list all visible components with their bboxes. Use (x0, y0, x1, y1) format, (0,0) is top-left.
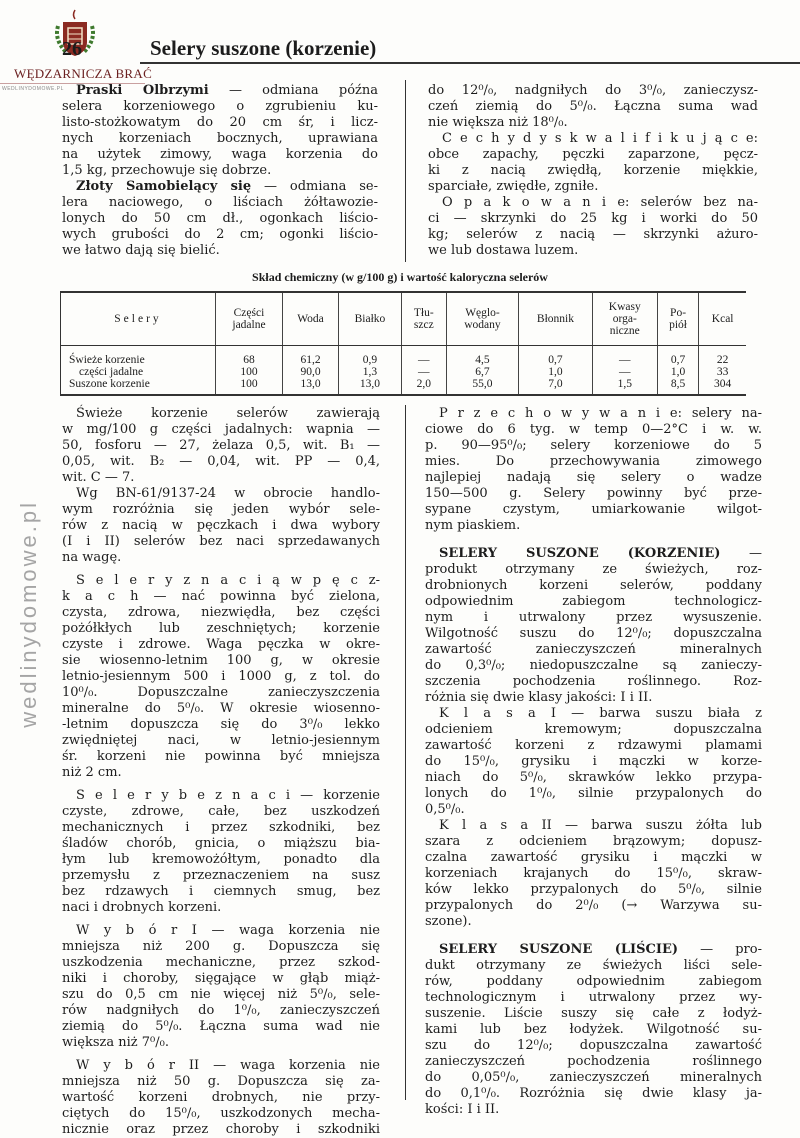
paragraph (428, 195, 758, 259)
text-line: śr. korzeni nie powinna być mniejsza (62, 749, 380, 764)
text-line: do 0,1⁰/₀. Rozróżnia się dwie klasy ja- (425, 1086, 762, 1101)
brand-name: WĘDZARNICZA BRAĆ (14, 66, 153, 81)
text-line: ciowe do 6 tyg. w temp 0—2°C i w. w. (425, 422, 762, 437)
paragraph-lead: SELERY SUSZONE (KORZENIE) (439, 546, 721, 561)
text-line: nych korzeniach bocznych, uprawiana (62, 131, 378, 146)
text-line: do 0,05⁰/₀, zanieczyszczeń mineralnych (425, 1070, 762, 1085)
text-line: C e c h y d y s k w a l i f i k u j ą c e: (442, 131, 758, 146)
table-row (61, 346, 747, 367)
text-line: ki z nacią zwiędłą, korzenie miękkie, (428, 163, 758, 178)
text-line: obce zapachy, pęczki zaparzone, pęcz- (428, 147, 758, 162)
paragraph (425, 818, 762, 930)
text-line: szczenia pochodzenia roślinnego. Roz- (425, 674, 762, 689)
text-line: różnia się dwie klasy jakości: I i II. (425, 690, 653, 705)
text-line: odcieniem kremowym; dopuszczalna (425, 722, 762, 737)
text-line: sie wiosenno-letnim 100 g, w okresie (62, 653, 380, 668)
text-line: kg; selerów z nacią — skrzynki ażuro- (428, 227, 758, 242)
text-line: kości: I i II. (425, 1102, 500, 1117)
text-line: 10⁰/₀. Dopuszczalne zanieczyszczenia (62, 685, 380, 700)
text-line: ciętych do 15⁰/₀, uszkodzonych mecha- (62, 1106, 380, 1121)
text-line: 50, fosforu — 27, żelaza 0,5, wit. B₁ — (62, 438, 380, 453)
text-line: lonych do 50 cm dł., ogonkach liścio- (62, 211, 378, 226)
paragraph (425, 706, 762, 818)
text-line: mniejsza niż 50 g. Dopuszcza się za- (62, 1074, 380, 1089)
line-text: — odmiana późna (208, 83, 378, 98)
text-line: K l a s a I — barwa suszu biała z (439, 706, 762, 721)
text-line: selera korzeniowego o zgrubieniu ku- (62, 99, 378, 114)
table-cell: 7,0 (519, 378, 593, 395)
text-line: k a c h — nać powinna być zielona, (62, 589, 380, 604)
table-cell: 6,7 (446, 366, 518, 378)
text-line: drobnionych korzeni selerów, poddany (425, 578, 762, 593)
text-line: łym lub kremowożółtym, ponadto dla (62, 852, 380, 867)
paragraph (428, 131, 758, 195)
text-line: we łatwo dają się bielić. (62, 243, 220, 258)
text-line: ków lekko przypalonych do 5⁰/₀, silnie (425, 882, 762, 897)
text-line: K l a s a II — barwa suszu żółta lub (439, 818, 762, 833)
text-line: na użytek zimowy, waga korzenia do (62, 147, 378, 162)
text-line: sypane czystym, umiarkowanie wilgot- (425, 502, 762, 517)
table-cell: 0,7 (657, 346, 699, 367)
column-divider-bottom (405, 405, 406, 1100)
text-line: Wg BN-61/9137-24 w obrocie handlo- (76, 486, 380, 501)
paragraph (62, 83, 378, 179)
text-line: szu do 0,5 cm nie więcej niż 5⁰/₀, sele- (62, 987, 380, 1002)
text-line: wym rozróżnia się jeden wybór sele- (62, 502, 380, 517)
table-cell: 1,0 (519, 366, 593, 378)
text-line: w mg/100 g części jadalnych: wapnia — (62, 422, 380, 437)
text-line: zawartość zanieczyszczeń mineralnych (425, 642, 762, 657)
table-header-cell: Białko (339, 292, 402, 346)
text-line: odpowiednim zabiegom technologicz- (425, 594, 762, 609)
paragraph-lead: Złoty Samobielący się (76, 179, 252, 194)
text-line: rów nadgniłych do 1⁰/₀, zanieczyszczeń (62, 1003, 380, 1018)
text-line: technologicznym i utrwalony przez wy- (425, 990, 762, 1005)
text-line: zanieczyszczeń pochodzenia roślinnego (425, 1054, 762, 1069)
table-cell: 4,5 (446, 346, 518, 367)
bottom-right-column (425, 406, 762, 1118)
text-line: pożółkłych lub zeschniętych; korzenie (62, 621, 380, 636)
table-header-cell: Kwasy orga- niczne (592, 292, 657, 346)
table-header-cell: Części jadalne (215, 292, 282, 346)
paragraph (62, 179, 378, 259)
paragraph-lead: Praski Olbrzymi (76, 83, 209, 98)
text-line: szu do 12⁰/₀; dopuszczalna zawartość (425, 1038, 762, 1053)
text-line: ci — skrzynki do 25 kg i worki do 50 (428, 211, 758, 226)
table-cell: 1,0 (657, 366, 699, 378)
table-cell: 13,0 (283, 378, 339, 395)
text-line: nicznie oraz przez choroby i szkodniki (62, 1122, 380, 1137)
text-line: 0,5⁰/₀. (425, 802, 465, 817)
text-line: wit. C — 7. (62, 470, 135, 485)
page-number: 26 (62, 38, 82, 60)
chemical-composition-table (60, 291, 746, 396)
table-header-cell: Kcal (699, 292, 746, 346)
text-line (62, 179, 378, 195)
text-line: szara z odcieniem brązowym; dopusz- (425, 834, 762, 849)
text-line: niach do 5⁰/₀, skrawków lekko przypa- (425, 770, 762, 785)
text-line: naci i drobnych korzeni. (62, 900, 222, 915)
page-title: Selery suszone (korzenie) (150, 36, 377, 60)
text-line: listo-stożkowatym do 20 cm śr, i licz- (62, 115, 378, 130)
text-line: p. 90—95⁰/₀; selery korzeniowe do 5 (425, 438, 762, 453)
text-line: korzeniach krajanych do 15⁰/₀, skraw- (425, 866, 762, 881)
line-text: — (720, 546, 762, 561)
table-header-cell: Tłu- szcz (401, 292, 446, 346)
text-line: produkt otrzymany ze świeżych, roz- (425, 562, 762, 577)
table-cell: 55,0 (446, 378, 518, 395)
text-line: wartość korzeni drobnych, nie przy- (62, 1090, 380, 1105)
text-line: letnio-jesiennym 500 i 1000 g, z tol. do (62, 669, 380, 684)
text-line: 1,5 kg, przechowuje się dobrze. (62, 163, 272, 178)
table-row (61, 378, 747, 395)
table-cell: 304 (699, 378, 746, 395)
text-line: bez rdzawych i ciemnych smug, bez (62, 884, 380, 899)
text-line: czeń ziemią do 5⁰/₀. Łączna suma wad (428, 99, 758, 114)
table-cell: — (401, 366, 446, 378)
text-line: większa niż 7⁰/₀. (62, 1035, 169, 1050)
table-header-cell: Po- piół (657, 292, 699, 346)
text-line: do 0,3⁰/₀; niedopuszczalne są zanieczy- (425, 658, 762, 673)
text-line: do 12⁰/₀, nadgniłych do 3⁰/₀, zanieczysz- (428, 83, 758, 98)
text-line: S e l e r y b e z n a c i — korzenie (76, 788, 380, 803)
text-line: przypalonych do 2⁰/₀ (→ Warzywa su- (425, 898, 762, 913)
text-line: ziemią do 5⁰/₀. Łączna suma wad nie (62, 1019, 380, 1034)
table-cell: 2,0 (401, 378, 446, 395)
table-header-row (61, 292, 747, 346)
text-line: mineralne do 5⁰/₀. W okresie wiosenno- (62, 701, 380, 716)
table-cell: 100 (215, 378, 282, 395)
table-cell: 0,7 (519, 346, 593, 367)
paragraph (62, 486, 380, 566)
text-line: czyste i zdrowe. Waga pęczka w okre- (62, 637, 380, 652)
text-line: szone). (425, 914, 472, 929)
text-line: zawartość korzeni z rdzawymi plamami (425, 738, 762, 753)
paragraph (62, 923, 380, 1051)
table-header-cell: Woda (283, 292, 339, 346)
table-cell: części jadalne (61, 366, 216, 378)
table-cell: 13,0 (339, 378, 402, 395)
text-line: niki i choroby, sięgające w głąb miąż- (62, 971, 380, 986)
text-line: rów z nacią w pęczkach i dwa wybory (62, 518, 380, 533)
table-row (61, 366, 747, 378)
text-line: nie większa niż 18⁰/₀. (428, 115, 568, 130)
text-line: niż 2 cm. (62, 765, 122, 780)
brand-site: WEDLINYDOMOWE.PL (2, 86, 64, 92)
table-cell: 68 (215, 346, 282, 367)
text-line: Świeże korzenie selerów zawierają (76, 406, 380, 421)
paragraph (62, 406, 380, 486)
text-line: zwiędniętej naci, w letnio-jesiennym (62, 733, 380, 748)
text-line: we lub dostawa luzem. (428, 243, 579, 258)
text-line: W y b ó r II — waga korzenia nie (76, 1058, 380, 1073)
top-left-column (62, 83, 378, 259)
table-cell: — (592, 346, 657, 367)
text-line: mechanicznych i przez szkodniki, bez (62, 820, 380, 835)
text-line: śladów chorób, gnicia, o miąższu bia- (62, 836, 380, 851)
table-cell: 33 (699, 366, 746, 378)
text-line: wych grubości do 2 cm; ogonki liścio- (62, 227, 378, 242)
text-line: lonych do 1⁰/₀, silnie przypalonych do (425, 786, 762, 801)
table-header-cell: Selery (61, 292, 216, 346)
table-cell: 100 (215, 366, 282, 378)
text-line (425, 546, 762, 562)
table-cell: 0,9 (339, 346, 402, 367)
line-text: — odmiana se- (251, 179, 378, 194)
text-line: -letnim dopuszcza się do 3⁰/₀ lekko (62, 717, 380, 732)
text-line: czalna zawartość grysiku i mączki w (425, 850, 762, 865)
paragraph (425, 406, 762, 534)
text-line: uszkodzenia mechaniczne, przez szkod- (62, 955, 380, 970)
text-line (425, 942, 762, 958)
text-line (62, 83, 378, 99)
paragraph (428, 83, 758, 131)
text-line: kami lub bez łodyżek. Wilgotność su- (425, 1022, 762, 1037)
column-divider-top (405, 80, 406, 262)
paragraph (62, 788, 380, 916)
watermark: wedlinydomowe.pl (16, 500, 41, 728)
paragraph (425, 942, 762, 1118)
paragraph (62, 573, 380, 781)
table-header-cell: Węglo- wodany (446, 292, 518, 346)
text-line: najlepiej nadają się selery o wadze (425, 470, 762, 485)
text-line: przemysłu z przeznaczeniem na susz (62, 868, 380, 883)
table-cell: 90,0 (283, 366, 339, 378)
table-cell: — (401, 346, 446, 367)
text-line: W y b ó r I — waga korzenia nie (76, 923, 380, 938)
table-cell: 1,5 (592, 378, 657, 395)
text-line: mniejsza niż 200 g. Dopuszcza się (62, 939, 380, 954)
text-line: nym i utrwalony przez wysuszenie. (425, 610, 762, 625)
text-line: do 15⁰/₀, grysiku i mączki w korze- (425, 754, 762, 769)
text-line: czyste, zdrowe, całe, bez uszkodzeń (62, 804, 380, 819)
text-line: Wilgotność suszu do 12⁰/₀; dopuszczalna (425, 626, 762, 641)
table-header-cell: Błonnik (519, 292, 593, 346)
text-line: 0,05, wit. B₂ — 0,04, wit. PP — 0,4, (62, 454, 380, 469)
text-line: na wagę. (62, 550, 122, 565)
table-cell: 61,2 (283, 346, 339, 367)
text-line: suszenie. Liście suszy się całe z łodyż- (425, 1006, 762, 1021)
text-line: S e l e r y z n a c i ą w p ę c z- (76, 573, 380, 588)
bottom-left-column (62, 406, 380, 1138)
table-caption: Skład chemiczny (w g/100 g) i wartość kaloryczna selerów (252, 270, 548, 284)
text-line: 150—500 g. Selery powinny być prze- (425, 486, 762, 501)
text-line: O p a k o w a n i e: selerów bez na- (442, 195, 758, 210)
text-line: (I i II) selerów bez naci sprzedawanych (62, 534, 380, 549)
text-line: sparciałe, zwiędłe, zgniłe. (428, 179, 599, 194)
table-cell: — (592, 366, 657, 378)
top-right-column (428, 83, 758, 259)
text-line: czysta, zdrowa, niezwiędła, bez części (62, 605, 380, 620)
text-line: P r z e c h o w y w a n i e: selery na- (439, 406, 762, 421)
paragraph (425, 546, 762, 706)
line-text: — pro- (678, 942, 762, 957)
title-divider (140, 62, 800, 64)
text-line: nym piaskiem. (425, 518, 521, 533)
table-cell: 22 (699, 346, 746, 367)
table-cell: Świeże korzenie (61, 346, 216, 367)
table-cell: 8,5 (657, 378, 699, 395)
paragraph-lead: SELERY SUSZONE (LIŚCIE) (439, 942, 679, 957)
text-line: dukt otrzymany ze świeżych liści sele- (425, 958, 762, 973)
text-line: rów, poddany odpowiednim zabiegom (425, 974, 762, 989)
text-line: mies. Do przechowywania zimowego (425, 454, 762, 469)
table-cell: Suszone korzenie (61, 378, 216, 395)
table-cell: 1,3 (339, 366, 402, 378)
text-line: lera naciowego, o liściach żółtawozie- (62, 195, 378, 210)
paragraph (62, 1058, 380, 1138)
